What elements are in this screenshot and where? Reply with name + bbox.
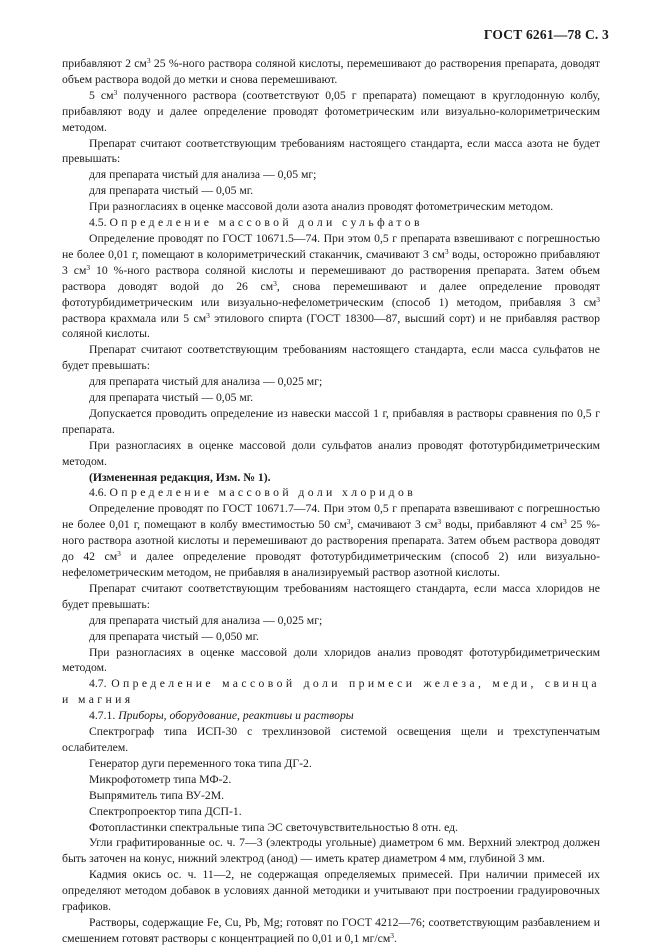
paragraph: Препарат считают соответствующим требованиям настоящего стандарта, если масса сульфатов не будет превышать: [62, 343, 600, 373]
paragraph: При разногласиях в оценке массовой доли хлоридов анализ проводят фототурбидиметрическим методом. [62, 645, 600, 675]
paragraph: Растворы, содержащие Fe, Cu, Pb, Mg; готовят по ГОСТ 4212—76; соответствующим разбавлением и смешением готовят растворы с концентрацией по 0,01 и 0,1 $мг/см^3$. [62, 915, 600, 945]
list-item: Фотопластинки спектральные типа ЭС светочувствительностью 8 отн. ед. [89, 820, 458, 834]
paragraph: прибавляют 2 $см^3$ 25 %-ного раствора соляной кислоты, перемешивают до растворения препарата, доводят объем раствора водой до метки и снова перемешивают. [62, 56, 600, 86]
paragraph: При разногласиях в оценке массовой доли азота анализ проводят фотометрическим методом. [89, 200, 554, 214]
list-item: для препарата чистый — 0,05 мг. [89, 184, 254, 198]
paragraph: Спектрограф типа ИСП-30 с трехлинзовой системой освещения щели и трехступенчатым ослабителем. [62, 725, 600, 754]
section-heading-metals: 4.7. Определение массовой доли примеси железа, меди, свинца и магния [62, 677, 600, 707]
paragraph: Угли графитированные ос. ч. 7—3 (электроды угольные) диаметром 6 мм. Верхний электрод должен быть заточен на конус, нижний электрод (анод) — иметь кратер диаметром 4 мм, глубиной 3 мм. [62, 836, 600, 866]
paragraph: При разногласиях в оценке массовой доли сульфатов анализ проводят фототурбидиметрическим методом. [62, 438, 600, 468]
section-heading-sulfates: 4.5. Определение массовой доли сульфатов [89, 216, 423, 230]
paragraph: Препарат считают соответствующим требованиям настоящего стандарта, если масса азота не будет превышать: [62, 136, 600, 166]
section-heading-chlorides: 4.6. Определение массовой доли хлоридов [89, 486, 417, 500]
list-item: Генератор дуги переменного тока типа ДГ-2. [89, 756, 312, 770]
document-body [62, 56, 600, 947]
subsection-heading: 4.7.1. Приборы, оборудование, реактивы и растворы [89, 709, 354, 723]
paragraph: Кадмия окись ос. ч. 11—2, не содержащая определяемых примесей. При наличии примесей их определяют методом добавок в условиях данной методики и учитывают при построении градуировочных графиков. [62, 868, 600, 914]
list-item: для препарата чистый — 0,05 мг. [89, 391, 254, 405]
paragraph: Препарат считают соответствующим требованиям настоящего стандарта, если масса хлоридов не будет превышать: [62, 581, 600, 611]
page-header: ГОСТ 6261—78 С. 3 [483, 27, 609, 42]
paragraph: Определение проводят по ГОСТ 10671.7—74. При этом 0,5 г препарата взвешивают с погрешностью не более 0,01 г, помещают в колбу вместимостью 50 $см^3$, смачивают 3 $см^3$ воды, прибавляют 4 $см^3$ 25 %-ного раствора азотной кислоты и перемешивают до растворения препарата. Затем объем раствора доводят до 42 $см^3$ и далее определение проводят фототурбидиметрическим (способ 2) или визуально-нефелометрическим методом, не прибавляя в анализируемый раствор азотной кислоты. [62, 502, 601, 579]
paragraph: Определение проводят по ГОСТ 10671.5—74. При этом 0,5 г препарата взвешивают с погрешностью не более 0,01 г, помещают в колориметрический стаканчик, смачивают 3 $см^3$ воды, осторожно прибавляют 3 $см^3$ 10 %-ного раствора соляной кислоты и перемешивают до растворения препарата. Затем объем раствора доводят водой до 26 $см^3$, снова перемешивают и далее определение проводят фототурбидиметрическим или визуально-нефелометрическим (способ 1) методом, прибавляя 3 $см^3$ раствора крахмала или 5 $см^3$ этилового спирта (ГОСТ 18300—87, высший сорт) и не прибавляя раствор соляной кислоты. [62, 231, 601, 341]
list-item: Микрофотометр типа МФ-2. [89, 772, 232, 786]
list-item: для препарата чистый для анализа — 0,025 мг; [89, 375, 323, 389]
list-item: Выпрямитель типа ВУ-2М. [89, 788, 225, 802]
list-item: для препарата чистый — 0,050 мг. [89, 629, 259, 643]
list-item: Спектропроектор типа ДСП-1. [89, 804, 242, 818]
amendment-note: (Измененная редакция, Изм. № 1). [89, 470, 271, 484]
paragraph: 5 $см^3$ полученного раствора (соответствуют 0,05 г препарата) помещают в круглодонную колбу, прибавляют воду и далее определение проводят фотометрическим или визуально-колориметрическим методом. [62, 87, 600, 134]
paragraph: Допускается проводить определение из навески массой 1 г, прибавляя в растворы сравнения по 0,5 г препарата. [62, 406, 600, 436]
list-item: для препарата чистый для анализа — 0,05 мг; [89, 168, 317, 182]
list-item: для препарата чистый для анализа — 0,025 мг; [89, 613, 323, 627]
